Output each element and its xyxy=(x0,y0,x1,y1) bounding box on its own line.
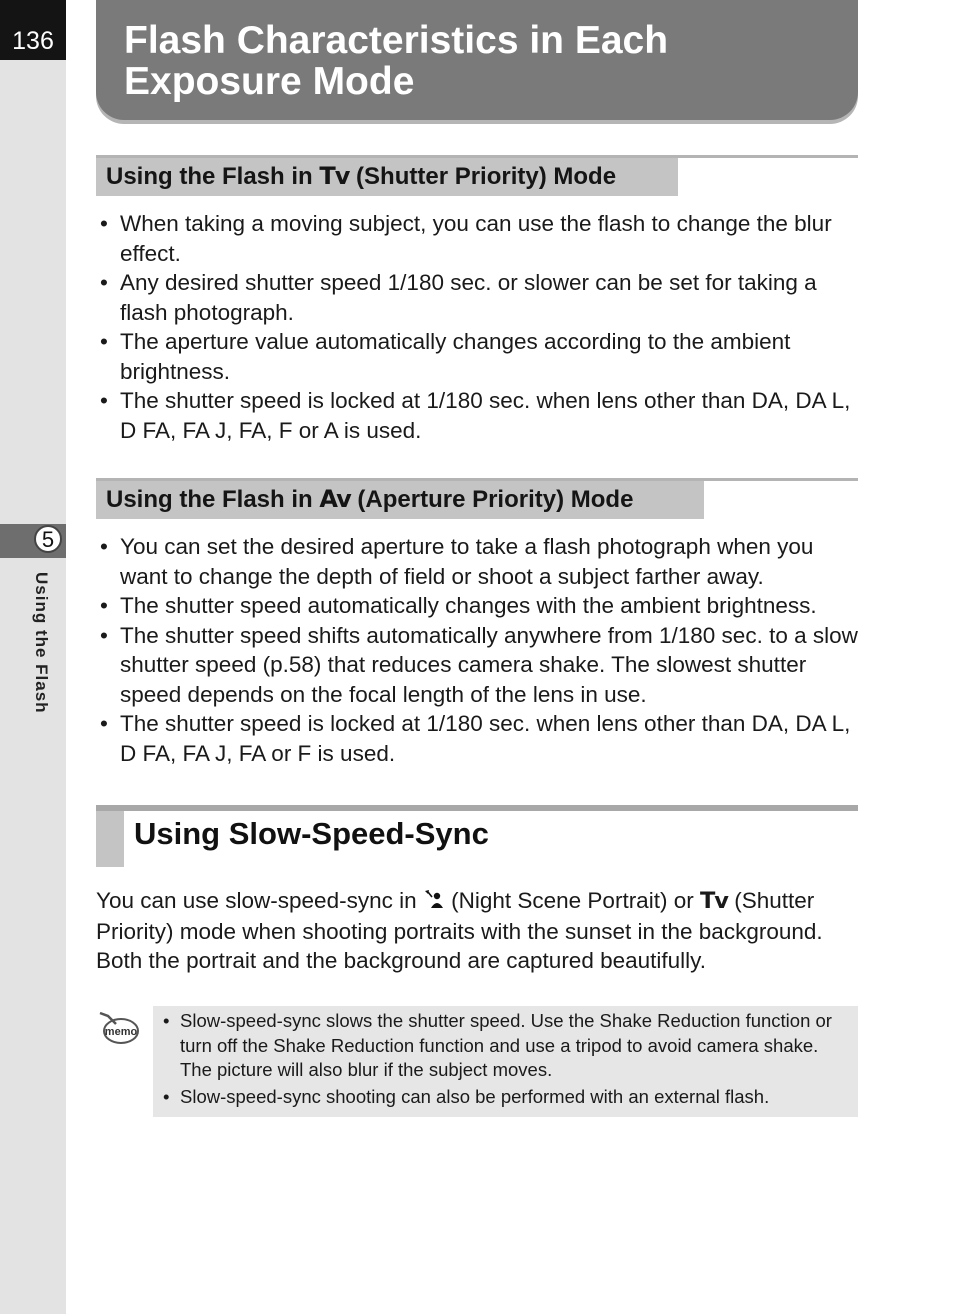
slow-sync-intro xyxy=(96,886,858,976)
chapter-label: Using the Flash xyxy=(32,572,51,714)
tv-bullet-list xyxy=(98,209,858,445)
memo-item: • Slow-speed-sync slows the shutter speed. Use the Shake Reduction function or turn off the Shake Reduction function and use a tripod to avoid camera shake. The picture will also blur if the subject moves. xyxy=(163,1009,853,1083)
list-item: • The shutter speed is locked at 1/180 sec. when lens other than DA, DA L, D FA, FA J, FA or F is used. xyxy=(98,709,858,768)
list-item: • The shutter speed is locked at 1/180 sec. when lens other than DA, DA L, D FA, FA J, FA, F or A is used. xyxy=(98,386,858,445)
list-item: • When taking a moving subject, you can use the flash to change the blur effect. xyxy=(98,209,858,268)
memo-icon xyxy=(98,1010,140,1046)
av-bullet-list xyxy=(98,532,858,768)
memo-list xyxy=(163,1009,853,1111)
page-title: Flash Characteristics in Each Exposure Mode xyxy=(124,19,669,103)
list-item: • Any desired shutter speed 1/180 sec. or slower can be set for taking a flash photograph. xyxy=(98,268,858,327)
memo-icon-label: memo xyxy=(104,1026,138,1038)
av-mode-icon: Av xyxy=(319,485,351,513)
tv-mode-icon: Tv xyxy=(319,162,350,190)
list-item: • The aperture value automatically changes according to the ambient brightness. xyxy=(98,327,858,386)
page-number: 136 xyxy=(0,0,66,60)
section-heading-tv xyxy=(96,158,678,196)
heading-text: Using the Flash in xyxy=(106,486,320,513)
heading-text: Using the Flash in xyxy=(106,163,320,190)
heading-text: (Aperture Priority) Mode xyxy=(350,486,634,513)
intro-text: (Night Scene Portrait) or xyxy=(444,888,700,913)
list-item: • The shutter speed shifts automatically anywhere from 1/180 sec. to a slow shutter speed (p.58) that reduces camera shake. The slowest shutter speed depends on the focal length of the lens in use. xyxy=(98,621,858,710)
heading-marker xyxy=(96,811,124,867)
section-heading-slow-sync: Using Slow-Speed-Sync xyxy=(134,816,489,851)
list-item: • You can set the desired aperture to take a flash photograph when you want to change the depth of field or shoot a subject farther away. xyxy=(98,532,858,591)
tv-mode-icon: Tv xyxy=(699,888,728,914)
section-heading-av xyxy=(96,481,704,519)
night-scene-portrait-icon xyxy=(423,888,445,910)
intro-text: You can use slow-speed-sync in xyxy=(96,888,423,913)
memo-item: • Slow-speed-sync shooting can also be performed with an external flash. xyxy=(163,1085,853,1110)
list-item: • The shutter speed automatically changes with the ambient brightness. xyxy=(98,591,858,621)
heading-bar xyxy=(96,805,858,811)
intro-text: (Shutter Priority) mode when shooting portraits with the sunset in the background. Both the portrait and the background are captured beautifully. xyxy=(96,888,823,973)
chapter-number: 5 xyxy=(34,525,62,553)
heading-text: (Shutter Priority) Mode xyxy=(349,163,617,190)
